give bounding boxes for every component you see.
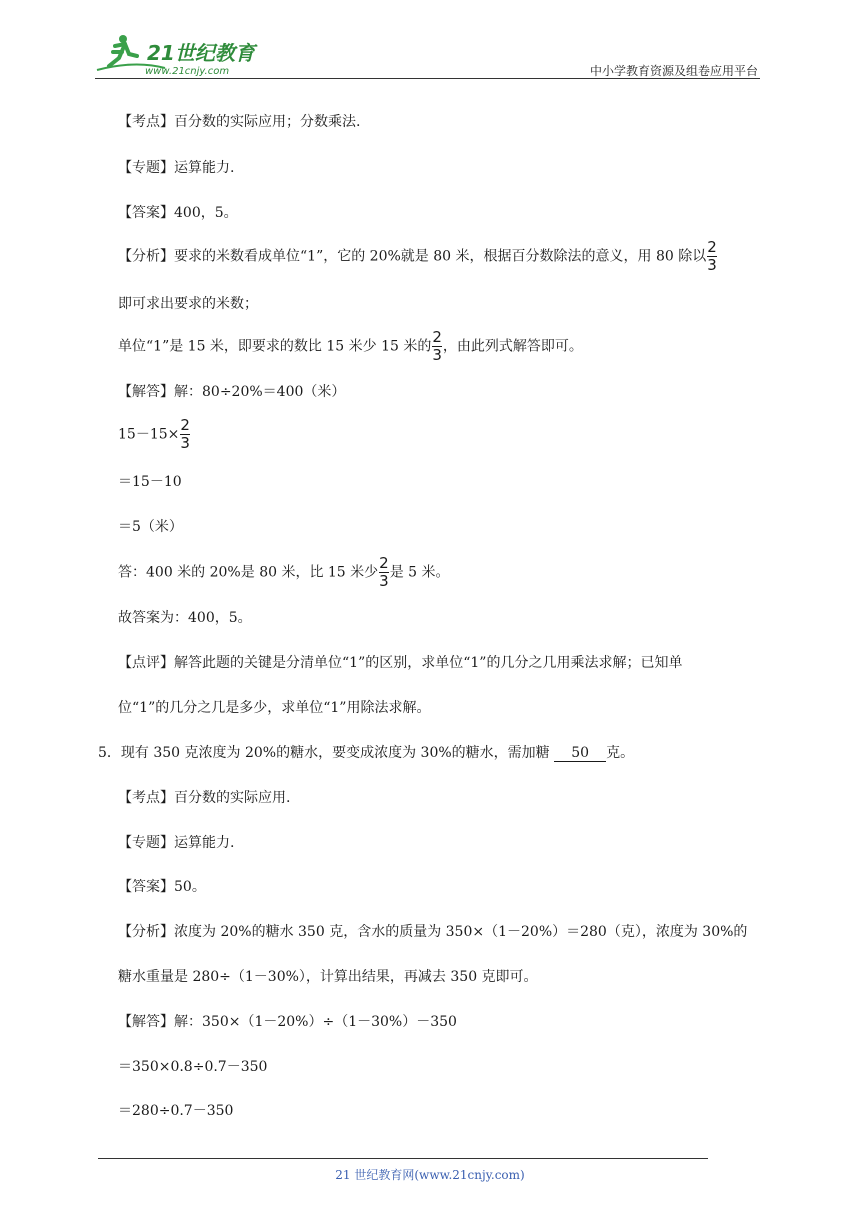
analysis-cont-line: 即可求出要求的米数； xyxy=(118,296,258,312)
kaodian-line: 【考点】百分数的实际应用；分数乘法. xyxy=(118,114,361,130)
fraction: $\frac{2}{3}$ xyxy=(707,238,717,274)
analysis-cont-line: 糖水重量是 280÷（1－30%），计算出结果，再减去 350 克即可。 xyxy=(118,969,538,985)
zhuanti-line: 【专题】运算能力. xyxy=(118,835,235,851)
question-5: 5．现有 350 克浓度为 20%的糖水，要变成浓度为 30%的糖水，需加糖 50 克。 xyxy=(98,745,635,761)
header-divider xyxy=(95,78,760,79)
step-line: ＝15－10 xyxy=(118,474,182,490)
footer-divider xyxy=(98,1158,708,1159)
response-line: 答：400 米的 20%是 80 米，比 15 米少 $\frac{2}{3}$ 是 5 米。 xyxy=(118,554,450,590)
solution-line: 【解答】解：80÷20%＝400（米） xyxy=(118,384,346,400)
kaodian-line: 【考点】百分数的实际应用. xyxy=(118,790,291,806)
zhuanti-line: 【专题】运算能力. xyxy=(118,160,235,176)
solution-line: 【解答】解：350×（1－20%）÷（1－30%）－350 xyxy=(118,1014,457,1030)
answer-line: 【答案】50。 xyxy=(118,879,206,895)
analysis-line: 【分析】要求的米数看成单位“1”，它的 20%就是 80 米，根据百分数除法的意义，用 80 除以 $\frac{2}{3}$ xyxy=(118,238,717,274)
header-platform-text: 中小学教育资源及组卷应用平台 xyxy=(589,64,758,78)
step-line: ＝350×0.8÷0.7－350 xyxy=(118,1059,268,1075)
analysis-line: 【分析】浓度为 20%的糖水 350 克，含水的质量为 350×（1－20%）＝280（克），浓度为 30%的 xyxy=(118,924,748,940)
step-line: ＝280÷0.7－350 xyxy=(118,1103,234,1119)
conclusion-line: 故答案为：400，5。 xyxy=(118,610,252,626)
step-line: ＝5（米） xyxy=(118,519,183,535)
logo xyxy=(95,30,265,78)
fraction: $\frac{2}{3}$ xyxy=(379,554,389,590)
footer-text: 21 世纪教育网(www.21cnjy.com) xyxy=(335,1168,525,1182)
answer-line: 【答案】400，5。 xyxy=(118,205,238,221)
fraction: $\frac{2}{3}$ xyxy=(180,416,190,452)
analysis-line-2: 单位“1”是 15 米，即要求的数比 15 米少 15 米的 $\frac{2}{3}$ ，由此列式解答即可。 xyxy=(118,328,583,364)
answer-blank: 50 xyxy=(554,745,606,762)
page-header xyxy=(95,30,760,80)
svg-text:www.21cnjy.com: www.21cnjy.com xyxy=(145,66,230,77)
comment-line: 【点评】解答此题的关键是分清单位“1”的区别，求单位“1”的几分之几用乘法求解；已知单 xyxy=(118,655,683,671)
svg-text:21世纪教育: 21世纪教育 xyxy=(147,41,255,65)
fraction: $\frac{2}{3}$ xyxy=(432,328,442,364)
step-line: 15－15× $\frac{2}{3}$ xyxy=(118,416,190,452)
comment-cont-line: 位“1”的几分之几是多少，求单位“1”用除法求解。 xyxy=(118,700,431,716)
